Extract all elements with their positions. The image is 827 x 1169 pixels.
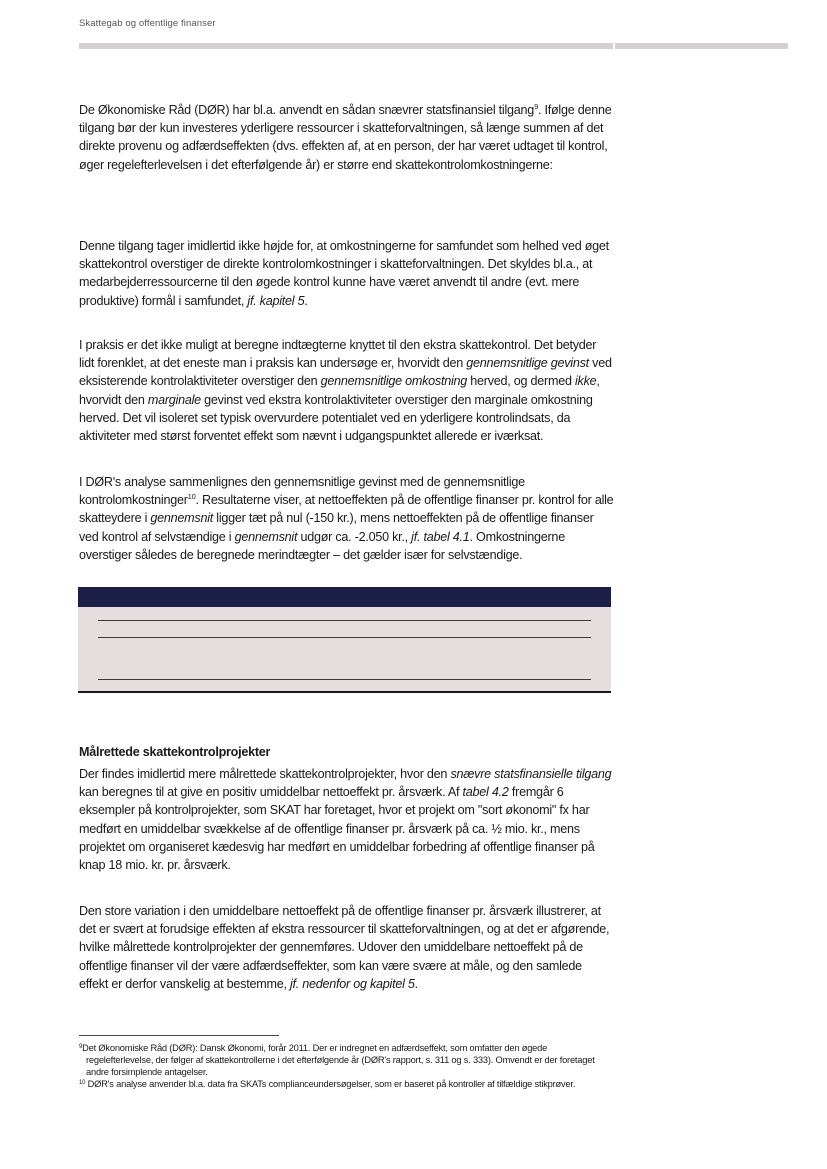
emphasis-text: jf. kapitel 5 [247,293,305,308]
emphasis-text: gennemsnitlige omkostning [320,374,468,389]
paragraph-practice [79,336,614,445]
text-run: . Resultaterne viser, at nettoeffekten på de offentlige finanser pr. kontrol for alle skatteydere i [79,493,614,526]
table-4-1-placeholder [78,587,611,693]
paragraph-variation [79,902,614,993]
text-run: I praksis er det ikke muligt at beregne indtægterne knyttet til den ekstra skattekontrol. Det betyder lidt forenklet, at det eneste man i praksis kan undersøge er, hvorvidt den [79,338,597,371]
text-run: . [304,293,308,308]
text-run: ved eksisterende kontrolaktiviteter overstiger den [79,356,612,389]
text-run: fremgår 6 eksempler på kontrolprojekter, som SKAT har foretaget, hvor et projekt om "sort økonomi" fx har medført en umiddelbar svækkelse af de offentlige finanser pr. årsværk på ca. ½ mio. kr., mens projektet om organiseret kædesvig har medført en umiddelbar forbedring af offentlige finanser på knap 18 mio. kr. pr. årsværk. [79,785,595,873]
text-run: ligger tæt på nul (-150 kr.), mens nettoeffekten på de offentlige finanser ved kontrol af selvstændige i [79,511,594,544]
text-run: Der findes imidlertid mere målrettede skattekontrolprojekter, hvor den [79,767,451,781]
footnote-ref: 10 [187,492,196,502]
emphasis-text: gennemsnit [234,529,298,544]
text-run: herved, og dermed [467,374,575,389]
text-run: Den store variation i den umiddelbare nettoeffekt på de offentlige finanser pr. årsværk illustrerer, at det er svært at forudsige effekten af ekstra ressourcer til skatteforvaltningen, og at det er afgørende, hvilke målrettede kontrolprojekter der gennemføres. Udover den umiddelbare nettoeffekt på de offentlige finanser vil der være adfærdseffekter, som kan være svære at måle, og den samlede effekt er derfor vanskelig at bestemme, [79,904,610,991]
text-run: . [414,976,418,991]
text-run: , hvorvidt den [79,374,600,407]
footnote-ref: 9 [534,102,538,111]
header-rule-divider [613,43,615,49]
text-run: DØR's analyse anvender bl.a. data fra SKATs complianceundersøgelser, som er baseret på kontroller af tilfældige stikprøver. [85,1079,576,1089]
paragraph-dor-analysis [79,473,614,564]
emphasis-text: gennemsnitlige gevinst [466,356,589,371]
paragraph-targeted-projects [79,765,614,874]
text-run: I DØR's analyse sammenlignes den gennemsnitlige gevinst med de gennemsnitlige kontrolomkostninger [79,475,525,508]
table-header-band [78,587,611,607]
table-row-rule [98,679,591,680]
text-run: kan beregnes til at give en positiv umiddelbar nettoeffekt pr. årsværk. Af [79,785,463,800]
emphasis-text: gennemsnit [150,511,214,526]
paragraph-societal-costs [79,237,614,310]
emphasis-text: tabel 4.2 [462,785,509,800]
emphasis-text: jf. tabel 4.1 [411,529,470,544]
footnote-9 [79,1042,609,1078]
emphasis-text: snævre statsfinansielle tilgang [450,767,612,781]
table-bottom-rule [78,691,611,693]
table-row-rule [98,620,591,621]
footnote-ref: 9 [79,1044,83,1050]
emphasis-text: ikke [575,374,597,389]
text-run: De Økonomiske Råd (DØR) har bl.a. anvendt en sådan snævrer statsfinansiel tilgang [79,103,535,117]
text-run: Denne tilgang tager imidlertid ikke højde for, at omkostningerne for samfundet som helhed ved øget skattekontrol overstiger de direkte kontrolomkostninger i skatteforvaltningen. Det skyldes bl.a., at medarbejderressourcerne til den øgede kontrol kunne have været anvendt til andre (evt. mere produktive) formål i samfundet, [79,239,609,308]
emphasis-text: jf. nedenfor og kapitel 5 [289,976,415,991]
table-row-rule [98,637,591,638]
text-run: . Omkostningerne overstiger således de beregnede merindtægter – det gælder især for selvstændige. [79,529,565,562]
footnote-rule [79,1035,279,1036]
footnotes [79,1042,609,1090]
section-heading: Målrettede skattekontrolprojekter [79,745,271,759]
text-run: udgør ca. -2.050 kr., [297,529,412,544]
emphasis-text: marginale [147,392,201,407]
running-header: Skattegab og offentlige finanser [79,18,216,29]
footnote-ref: 10 [79,1080,86,1086]
text-run: . Ifølge denne tilgang bør der kun investeres yderligere ressourcer i skatteforvaltningen, så længe summen af det direkte provenu og adfærdseffekten (dvs. effekten af, at en person, der har været udtaget til kontrol, øger regelefterlevelsen i det efterfølgende år) er større end skattekontrolomkostningerne: [79,103,612,172]
footnote-10 [79,1078,609,1090]
paragraph-dor-approach [79,101,614,174]
text-run: Det Økonomiske Råd (DØR): Dansk Økonomi, forår 2011. Der er indregnet en adfærdseffekt, som omfatter den øgede regelefterlevelse, der følger af skattekontrollerne i det efterfølgende år (DØR's rapport, s. 311 og s. 333). Omvendt er der foretaget andre forsimplende antagelser. [82,1043,595,1077]
text-run: gevinst ved ekstra kontrolaktiviteter overstiger den marginale omkostning herved. Det vil isoleret set typisk overvurdere potentialet ved en yderligere kontrolindsats, da aktiviteter med størst forventet effekt som nævnt i udgangspunktet allerede er iværksat. [79,392,593,444]
header-rule [79,43,788,49]
